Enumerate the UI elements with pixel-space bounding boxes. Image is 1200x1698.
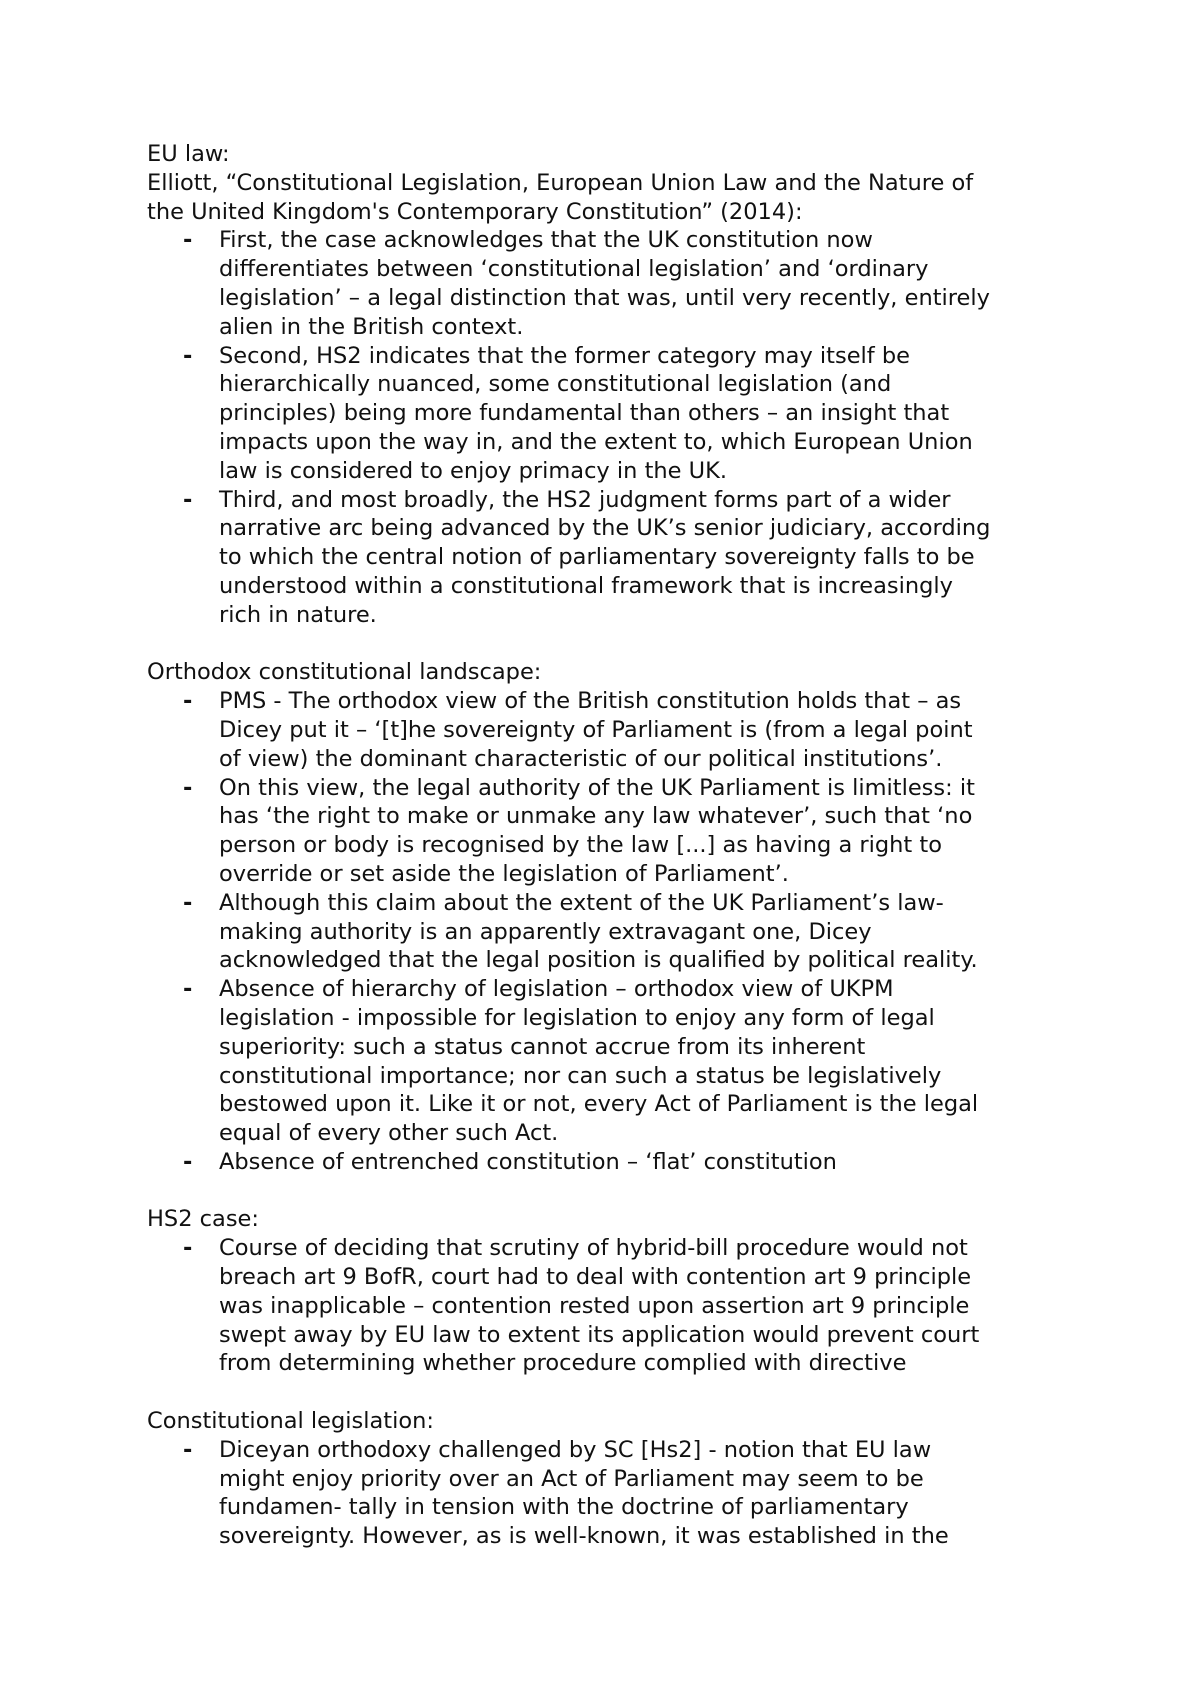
- bullet-text-line: legislation - impossible for legislation to enjoy any form of legal: [219, 1004, 935, 1031]
- bullet-item: [147, 1234, 1077, 1378]
- section-heading-line: Orthodox constitutional landscape:: [147, 659, 542, 686]
- bullet-text: [219, 687, 1077, 773]
- bullet-dash: -: [183, 889, 193, 916]
- bullet-item: [147, 1436, 1077, 1551]
- bullet-text-line: from determining whether procedure complied with directive: [219, 1350, 907, 1377]
- bullet-text-line: has ‘the right to make or unmake any law whatever’, such that ‘no: [219, 803, 973, 830]
- bullet-text-line: of view) the dominant characteristic of our political institutions’.: [219, 745, 943, 772]
- bullet-text-line: PMS - The orthodox view of the British constitution holds that – as: [219, 688, 962, 715]
- bullet-text-line: Absence of entrenched constitution – ‘flat’ constitution: [219, 1148, 837, 1175]
- bullet-list: [147, 1234, 1077, 1378]
- bullet-text: [219, 889, 1077, 975]
- bullet-dash: -: [183, 486, 193, 513]
- bullet-text: [219, 975, 1077, 1148]
- bullet-text-line: Absence of hierarchy of legislation – orthodox view of UKPM: [219, 976, 894, 1003]
- document-body: [147, 140, 1077, 1551]
- section-heading-line: EU law:: [147, 141, 230, 167]
- bullet-text: [219, 774, 1077, 889]
- bullet-text: [219, 342, 1077, 486]
- section-heading-line: Elliott, “Constitutional Legislation, European Union Law and the Nature of: [147, 169, 974, 196]
- bullet-item: [147, 975, 1077, 1148]
- bullet-dash: -: [183, 1235, 193, 1262]
- bullet-dash: -: [183, 1436, 193, 1463]
- bullet-text-line: sovereignty. However, as is well-known, it was established in the: [219, 1523, 949, 1550]
- bullet-text: [219, 226, 1077, 341]
- bullet-text-line: making authority is an apparently extravagant one, Dicey: [219, 918, 872, 945]
- section-heading-line: the United Kingdom's Contemporary Constitution” (2014):: [147, 198, 803, 225]
- bullet-text-line: principles) being more fundamental than others – an insight that: [219, 400, 950, 427]
- bullet-text: [219, 1234, 1077, 1378]
- section-spacer: [147, 1378, 1077, 1407]
- bullet-text-line: equal of every other such Act.: [219, 1120, 559, 1147]
- bullet-dash: -: [183, 774, 193, 801]
- bullet-dash: -: [183, 688, 193, 715]
- bullet-text: [219, 1148, 1077, 1177]
- bullet-text-line: First, the case acknowledges that the UK constitution now: [219, 227, 873, 254]
- bullet-item: [147, 486, 1077, 630]
- bullet-list: [147, 1436, 1077, 1551]
- bullet-text-line: Course of deciding that scrutiny of hybrid-bill procedure would not: [219, 1235, 968, 1262]
- bullet-text-line: legislation’ – a legal distinction that was, until very recently, entirely: [219, 284, 990, 311]
- bullet-text-line: acknowledged that the legal position is qualified by political reality.: [219, 947, 978, 974]
- bullet-text-line: Although this claim about the extent of the UK Parliament’s law-: [219, 889, 944, 916]
- bullet-text-line: constitutional importance; nor can such a status be legislatively: [219, 1062, 942, 1089]
- bullet-text-line: Second, HS2 indicates that the former category may itself be: [219, 342, 910, 369]
- bullet-text-line: Diceyan orthodoxy challenged by SC [Hs2] - notion that EU law: [219, 1436, 932, 1463]
- bullet-text-line: understood within a constitutional framework that is increasingly: [219, 572, 953, 599]
- document-section: [147, 1205, 1077, 1378]
- bullet-text-line: Third, and most broadly, the HS2 judgment forms part of a wider: [219, 486, 951, 513]
- bullet-item: [147, 687, 1077, 773]
- bullet-dash: -: [183, 976, 193, 1003]
- bullet-text-line: narrative arc being advanced by the UK’s senior judiciary, according: [219, 515, 991, 542]
- bullet-item: [147, 226, 1077, 341]
- section-heading-line: Constitutional legislation:: [147, 1408, 434, 1435]
- bullet-dash: -: [183, 227, 193, 254]
- bullet-text-line: law is considered to enjoy primacy in the UK.: [219, 457, 728, 484]
- document-section: [147, 658, 1077, 1176]
- bullet-text-line: alien in the British context.: [219, 313, 524, 340]
- bullet-text-line: to which the central notion of parliamentary sovereignty falls to be: [219, 544, 975, 571]
- bullet-text-line: person or body is recognised by the law [...] as having a right to: [219, 832, 942, 859]
- bullet-text-line: was inapplicable – contention rested upon assertion art 9 principle: [219, 1292, 970, 1319]
- bullet-text-line: On this view, the legal authority of the UK Parliament is limitless: it: [219, 774, 975, 801]
- bullet-text-line: fundamen- tally in tension with the doctrine of parliamentary: [219, 1494, 909, 1521]
- bullet-item: [147, 1148, 1077, 1177]
- bullet-dash: -: [183, 1148, 193, 1175]
- section-heading-line: HS2 case:: [147, 1206, 259, 1233]
- bullet-text-line: superiority: such a status cannot accrue from its inherent: [219, 1033, 866, 1060]
- section-spacer: [147, 630, 1077, 659]
- bullet-text-line: hierarchically nuanced, some constitutional legislation (and: [219, 371, 892, 398]
- bullet-text-line: differentiates between ‘constitutional legislation’ and ‘ordinary: [219, 256, 929, 283]
- bullet-text-line: swept away by EU law to extent its application would prevent court: [219, 1321, 980, 1348]
- bullet-item: [147, 342, 1077, 486]
- bullet-text-line: breach art 9 BofR, court had to deal with contention art 9 principle: [219, 1264, 972, 1291]
- bullet-text-line: override or set aside the legislation of Parliament’.: [219, 860, 789, 887]
- document-section: [147, 140, 1077, 630]
- bullet-list: [147, 687, 1077, 1177]
- bullet-text: [219, 1436, 1077, 1551]
- bullet-text-line: might enjoy priority over an Act of Parliament may seem to be: [219, 1465, 924, 1492]
- document-section: [147, 1407, 1077, 1551]
- bullet-text-line: Dicey put it – ‘[t]he sovereignty of Parliament is (from a legal point: [219, 716, 973, 743]
- bullet-text-line: impacts upon the way in, and the extent to, which European Union: [219, 428, 973, 455]
- bullet-item: [147, 774, 1077, 889]
- section-spacer: [147, 1177, 1077, 1206]
- bullet-list: [147, 226, 1077, 629]
- bullet-dash: -: [183, 342, 193, 369]
- bullet-text: [219, 486, 1077, 630]
- bullet-item: [147, 889, 1077, 975]
- bullet-text-line: bestowed upon it. Like it or not, every Act of Parliament is the legal: [219, 1091, 979, 1118]
- bullet-text-line: rich in nature.: [219, 601, 377, 628]
